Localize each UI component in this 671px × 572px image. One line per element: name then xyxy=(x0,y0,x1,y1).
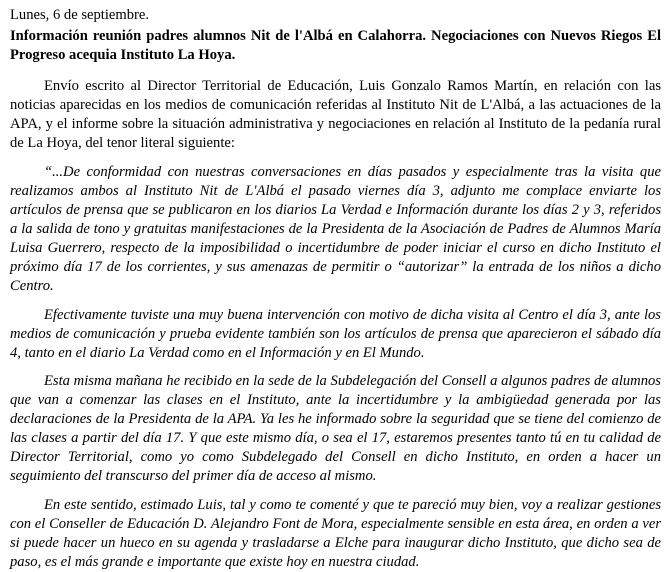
quote-paragraph-2: Efectivamente tuviste una muy buena intervención con motivo de dicha visita al Centro el día 3, ante los medios de comunicación y prueba evidente también son los artículos de prensa que aparecieron el sábado día 4, tanto en el diario La Verdad como en el Información y en El Mundo. xyxy=(10,306,661,361)
document-headline: Información reunión padres alumnos Nit de l'Albá en Calahorra. Negociaciones con Nuevos Riegos El Progreso acequia Instituto La Hoya. xyxy=(10,27,661,63)
quote-paragraph-3: Esta misma mañana he recibido en la sede de la Subdelegación del Consell a algunos padres de alumnos que van a comenzar las clases en el Instituto, ante la incertidumbre y la ambigüedad generada por las declaraciones de la Presidenta de la APA. Ya les he informado sobre la seguridad que se tiene del comienzo de las clases a partir del día 17. Y que este mismo día, o sea el 17, estaremos presentes tanto tú en tu calidad de Director Territorial, como yo como Subdelegado del Consell en dicho Instituto, en orden a hacer un seguimiento del transcurso del primer día de acceso al mismo. xyxy=(10,373,661,485)
paragraph-spacer xyxy=(10,362,661,372)
date-line: Lunes, 6 de septiembre. xyxy=(10,7,150,23)
quote-paragraph-1: “...De conformidad con nuestras conversaciones en días pasados y especialmente tras la visita que realizamos ambos al Instituto Nit de L'Albá el pasado viernes día 3, adjunto me complace enviarte los artículos de prensa que se publicaron en los diarios La Verdad e Información durante los días 2 y 3, referidos a la salida de tono y gratuitas manifestaciones de la Presidenta de la Asociación de Padres de Alumnos María Luisa Guerrero, respecto de la imposibilidad o incertidumbre de poder iniciar el curso en dicho Instituto el próximo día 17 de los corrientes, y sus amenazas de permitir o “autorizar” la entrada de los niños a dicho Centro. xyxy=(10,163,661,294)
paragraph-spacer xyxy=(10,296,661,306)
paragraph-spacer xyxy=(10,486,661,496)
paragraph-intro: Envío escrito al Director Territorial de Educación, Luis Gonzalo Ramos Martín, en relación con las noticias aparecidas en los medios de comunicación referidas al Instituto Nit de L'Albá, a las actuaciones de la APA, y el informe sobre la situación administrativa y negociaciones en relación al Instituto de la pedanía rural de La Hoya, del tenor literal siguiente: xyxy=(10,77,661,151)
paragraph-spacer xyxy=(10,153,661,163)
quote-paragraph-4: En este sentido, estimado Luis, tal y como te comenté y que te pareció muy bien, voy a realizar gestiones con el Conseller de Educación D. Alejandro Font de Mora, especialmente sensible en esta área, en orden a ver si puede hacer un hueco en su agenda y trasladarse a Elche para inaugurar dicho Instituto, que dicho sea de paso, es el más grande e importante que existe hoy en nuestra ciudad. xyxy=(10,497,661,571)
paragraph-spacer xyxy=(10,67,661,77)
